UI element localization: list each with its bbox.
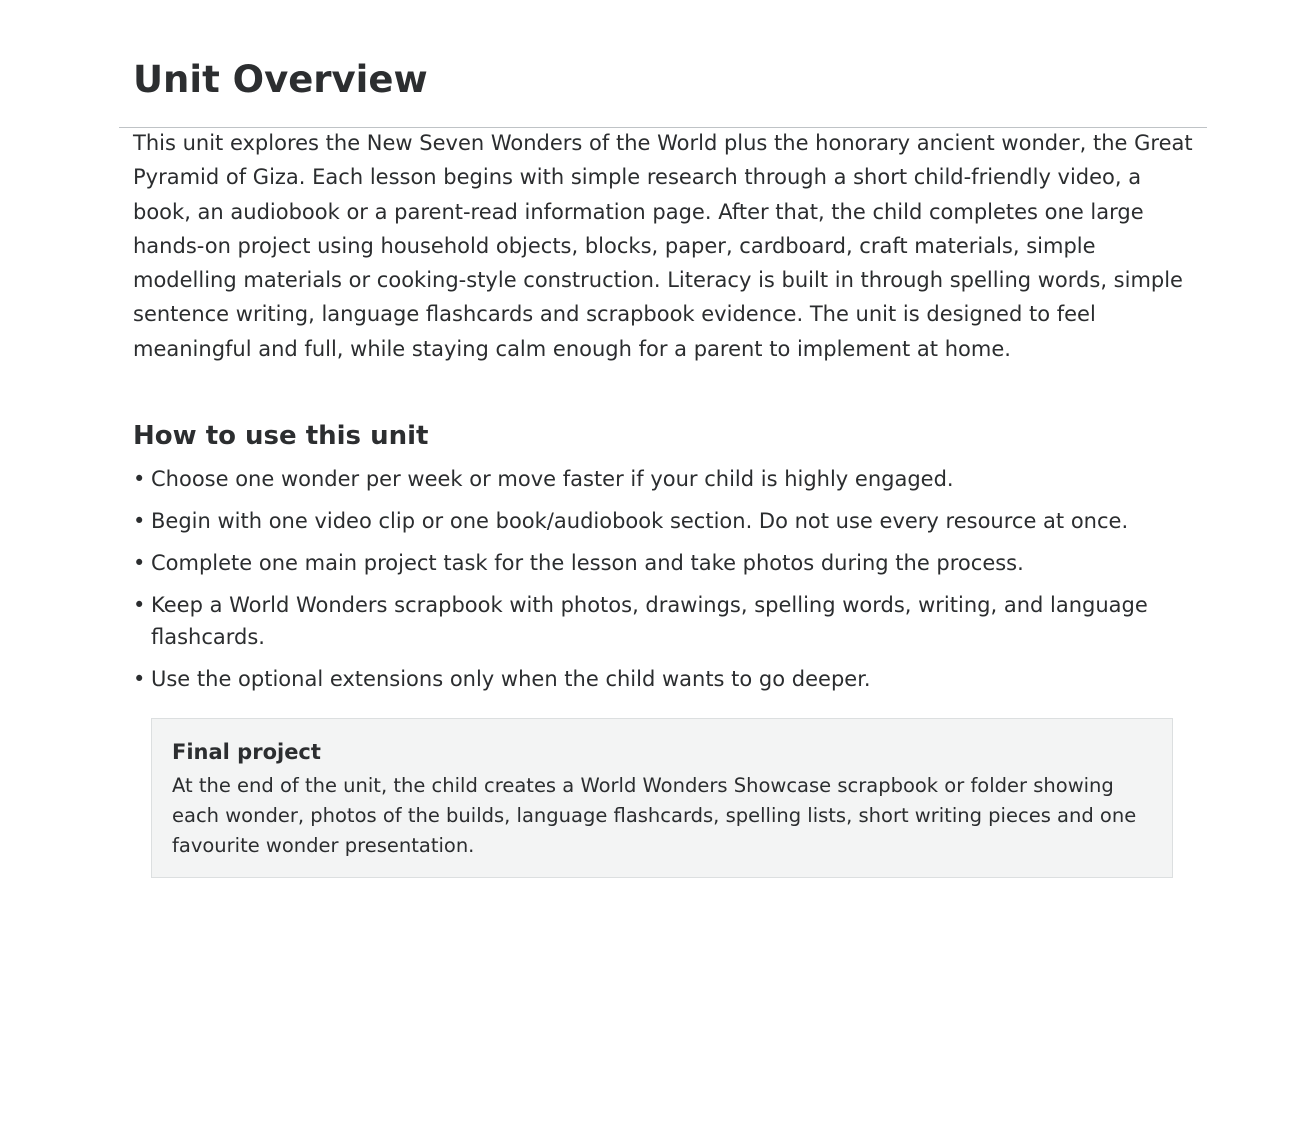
final-project-title: Final project bbox=[172, 740, 321, 764]
list-item bbox=[133, 663, 1193, 695]
intro-paragraph: This unit explores the New Seven Wonders of the World plus the honorary ancient wonder, the Great Pyramid of Giza. Each lesson begins with simple research through a short child-friendly video, a book, an audiobook or a parent-read information page. After that, the child completes one large hands-on project using household objects, blocks, paper, cardboard, craft materials, simple modelling materials or cooking-style construction. Literacy is built in through spelling words, simple sentence writing, language flashcards and scrapbook evidence. The unit is designed to feel meaningful and full, while staying calm enough for a parent to implement at home. bbox=[133, 131, 1193, 361]
how-to-list bbox=[133, 463, 1193, 705]
list-item-text: Choose one wonder per week or move faster if your child is highly engaged. bbox=[151, 467, 954, 491]
list-item bbox=[133, 589, 1193, 653]
page-title: Unit Overview bbox=[133, 58, 428, 101]
list-item bbox=[133, 547, 1193, 579]
bullet-icon: • bbox=[133, 551, 146, 575]
list-item-text: Complete one main project task for the lesson and take photos during the process. bbox=[151, 551, 1024, 575]
final-project-callout bbox=[151, 718, 1173, 878]
final-project-body: At the end of the unit, the child creates a World Wonders Showcase scrapbook or folder showing each wonder, photos of the builds, language flashcards, spelling lists, short writing pieces and one favourite wonder presentation. bbox=[172, 774, 1137, 857]
list-item bbox=[133, 463, 1193, 495]
bullet-icon: • bbox=[133, 667, 146, 691]
how-to-heading: How to use this unit bbox=[133, 421, 429, 451]
list-item-text: Use the optional extensions only when the child wants to go deeper. bbox=[151, 667, 871, 691]
list-item bbox=[133, 505, 1193, 537]
bullet-icon: • bbox=[133, 467, 146, 491]
bullet-icon: • bbox=[133, 509, 146, 533]
list-item-text: Keep a World Wonders scrapbook with photos, drawings, spelling words, writing, and language flashcards. bbox=[151, 593, 1148, 649]
bullet-icon: • bbox=[133, 593, 146, 617]
list-item-text: Begin with one video clip or one book/audiobook section. Do not use every resource at once. bbox=[151, 509, 1129, 533]
